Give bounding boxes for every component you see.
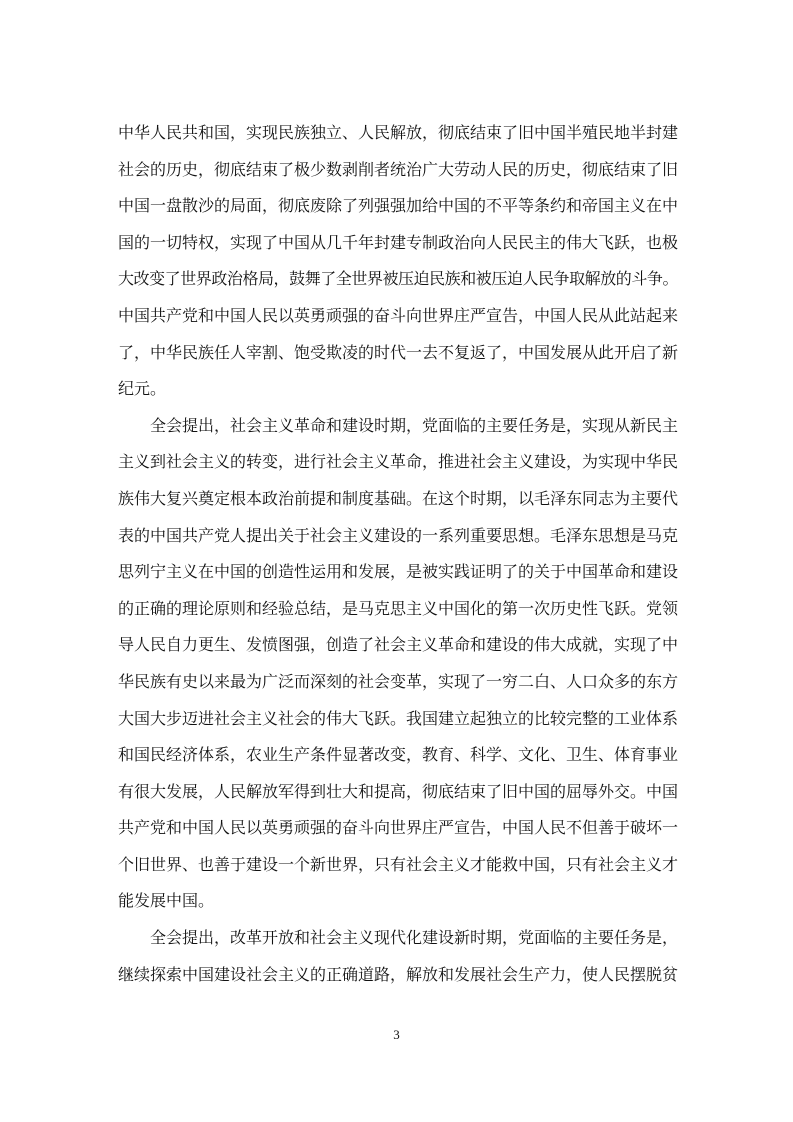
text-line: 华民族有史以来最为广泛而深刻的社会变革，实现了一穷二白、人口众多的东方 (118, 671, 678, 691)
text-line: 个旧世界、也善于建设一个新世界，只有社会主义才能救中国，只有社会主义才 (118, 854, 678, 874)
text-line: 能发展中国。 (118, 891, 215, 911)
text-line: 中华人民共和国，实现民族独立、人民解放，彻底结束了旧中国半殖民地半封建 (118, 123, 678, 142)
text-line: 全会提出，改革开放和社会主义现代化建设新时期，党面临的主要任务是， (150, 928, 678, 948)
paragraph-3 (118, 920, 678, 993)
text-line: 继续探索中国建设社会主义的正确道路，解放和发展社会生产力，使人民摆脱贫 (118, 964, 678, 984)
text-line: 思列宁主义在中国的创造性运用和发展，是被实践证明了的关于中国革命和建设 (118, 562, 678, 582)
text-line: 大国大步迈进社会主义社会的伟大飞跃。我国建立起独立的比较完整的工业体系 (118, 708, 678, 728)
text-line: 主义到社会主义的转变，进行社会主义革命，推进社会主义建设，为实现中华民 (118, 452, 678, 472)
text-line: 社会的历史，彻底结束了极少数剥削者统治广大劳动人民的历史，彻底结束了旧 (118, 159, 678, 179)
text-line: 全会提出，社会主义革命和建设时期，党面临的主要任务是，实现从新民主 (150, 415, 678, 435)
text-line: 中国共产党和中国人民以英勇顽强的奋斗向世界庄严宣告，中国人民从此站起来 (118, 305, 678, 325)
text-line: 纪元。 (118, 379, 167, 399)
text-line: 导人民自力更生、发愤图强，创造了社会主义革命和建设的伟大成就，实现了中 (118, 635, 678, 655)
text-line: 和国民经济体系，农业生产条件显著改变，教育、科学、文化、卫生、体育事业 (118, 745, 678, 765)
paragraph-2 (118, 408, 678, 920)
text-line: 有很大发展，人民解放军得到壮大和提高，彻底结束了旧中国的屈辱外交。中国 (118, 781, 678, 801)
text-line: 大改变了世界政治格局，鼓舞了全世界被压迫民族和被压迫人民争取解放的斗争。 (118, 269, 678, 289)
text-line: 中国一盘散沙的局面，彻底废除了列强强加给中国的不平等条约和帝国主义在中 (118, 196, 678, 216)
page-number: 3 (393, 1027, 400, 1042)
text-line: 共产党和中国人民以英勇顽强的奋斗向世界庄严宣告，中国人民不但善于破坏一 (118, 818, 678, 838)
paragraph-1 (118, 115, 678, 408)
text-line: 的正确的理论原则和经验总结，是马克思主义中国化的第一次历史性飞跃。党领 (118, 598, 678, 618)
text-line: 族伟大复兴奠定根本政治前提和制度基础。在这个时期，以毛泽东同志为主要代 (118, 488, 678, 508)
body-text (118, 115, 678, 993)
text-line: 国的一切特权，实现了中国从几千年封建专制政治向人民民主的伟大飞跃，也极 (118, 232, 678, 252)
text-line: 表的中国共产党人提出关于社会主义建设的一系列重要思想。毛泽东思想是马克 (118, 525, 678, 545)
text-line: 了，中华民族任人宰割、饱受欺凌的时代一去不复返了，中国发展从此开启了新 (118, 342, 678, 362)
